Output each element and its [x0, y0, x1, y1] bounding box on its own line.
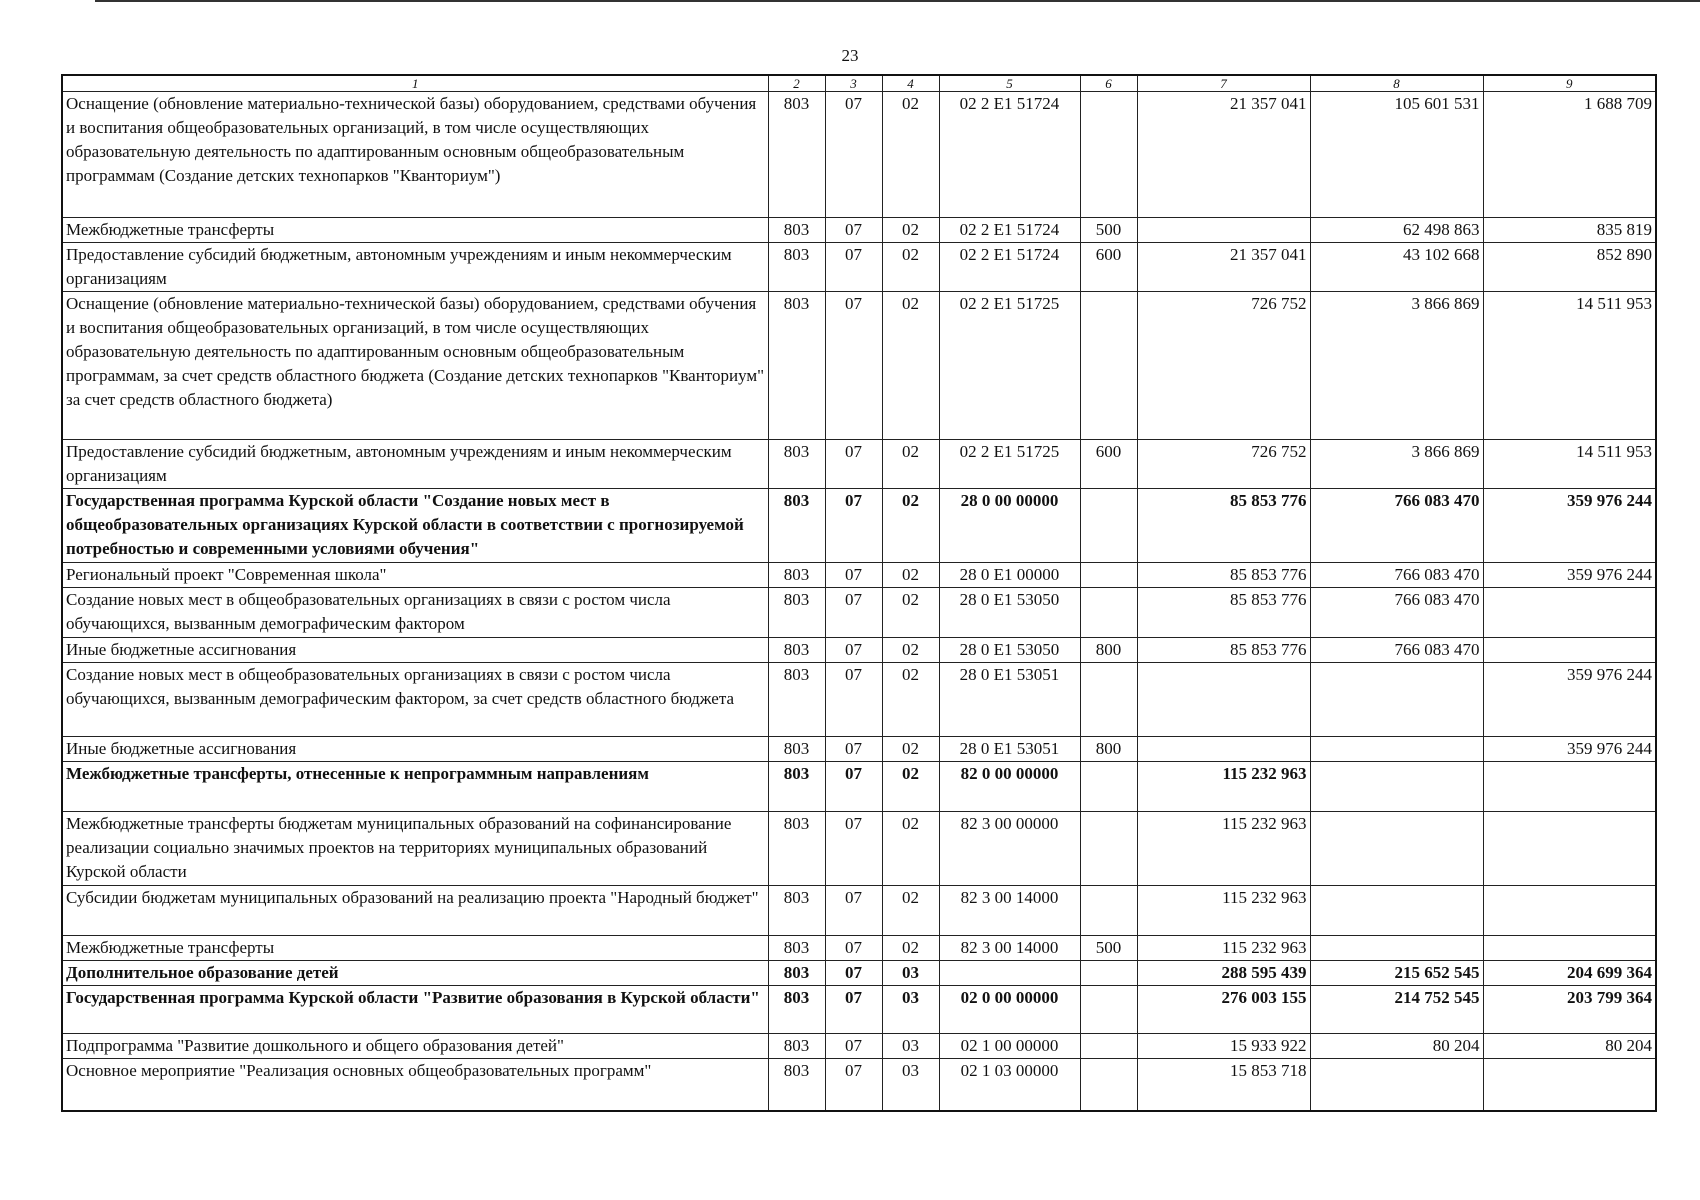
admin-code-cell: 803 — [768, 961, 825, 986]
expense-type-cell — [1080, 812, 1137, 886]
amount-col7-cell — [1137, 218, 1310, 243]
section-cell: 07 — [825, 489, 882, 563]
subsection-cell: 02 — [882, 762, 939, 812]
amount-col7-cell: 115 232 963 — [1137, 886, 1310, 936]
expense-type-cell: 600 — [1080, 440, 1137, 489]
table-row — [62, 986, 1656, 1034]
row-name-cell: Межбюджетные трансферты бюджетам муниципальных образований на софинансирование реализации социально значимых проектов на территориях муниципальных образований Курской области — [62, 812, 768, 886]
target-article-cell: 28 0 00 00000 — [939, 489, 1080, 563]
admin-code-cell: 803 — [768, 563, 825, 588]
admin-code-cell: 803 — [768, 243, 825, 292]
amount-col8-cell: 215 652 545 — [1310, 961, 1483, 986]
amount-col9-cell — [1483, 812, 1656, 886]
amount-col9-cell: 359 976 244 — [1483, 489, 1656, 563]
subsection-cell: 03 — [882, 986, 939, 1034]
amount-col7-cell: 85 853 776 — [1137, 563, 1310, 588]
row-name-cell: Подпрограмма "Развитие дошкольного и общего образования детей" — [62, 1034, 768, 1059]
column-number-row — [62, 75, 1656, 92]
subsection-cell: 02 — [882, 243, 939, 292]
row-name-cell: Предоставление субсидий бюджетным, автономным учреждениям и иным некоммерческим организациям — [62, 243, 768, 292]
amount-col9-cell — [1483, 588, 1656, 638]
amount-col7-cell: 85 853 776 — [1137, 588, 1310, 638]
row-name-cell: Межбюджетные трансферты — [62, 218, 768, 243]
amount-col7-cell: 15 853 718 — [1137, 1059, 1310, 1111]
expense-type-cell — [1080, 292, 1137, 440]
admin-code-cell: 803 — [768, 886, 825, 936]
row-name-cell: Создание новых мест в общеобразовательных организациях в связи с ростом числа обучающихся, вызванным демографическим фактором — [62, 588, 768, 638]
expense-type-cell — [1080, 1034, 1137, 1059]
expense-type-cell: 500 — [1080, 218, 1137, 243]
amount-col7-cell: 21 357 041 — [1137, 243, 1310, 292]
subsection-cell: 02 — [882, 563, 939, 588]
section-cell: 07 — [825, 737, 882, 762]
target-article-cell: 82 3 00 00000 — [939, 812, 1080, 886]
amount-col9-cell: 204 699 364 — [1483, 961, 1656, 986]
target-article-cell: 02 2 E1 51724 — [939, 92, 1080, 218]
row-name-cell: Государственная программа Курской области "Развитие образования в Курской области" — [62, 986, 768, 1034]
amount-col9-cell — [1483, 762, 1656, 812]
expense-type-cell — [1080, 762, 1137, 812]
target-article-cell: 28 0 E1 53050 — [939, 638, 1080, 663]
row-name-cell: Иные бюджетные ассигнования — [62, 737, 768, 762]
table-row — [62, 440, 1656, 489]
amount-col8-cell: 766 083 470 — [1310, 489, 1483, 563]
amount-col8-cell: 214 752 545 — [1310, 986, 1483, 1034]
amount-col9-cell: 80 204 — [1483, 1034, 1656, 1059]
amount-col7-cell: 115 232 963 — [1137, 936, 1310, 961]
table-row — [62, 638, 1656, 663]
admin-code-cell: 803 — [768, 737, 825, 762]
amount-col8-cell: 80 204 — [1310, 1034, 1483, 1059]
admin-code-cell: 803 — [768, 986, 825, 1034]
expense-type-cell: 600 — [1080, 243, 1137, 292]
section-cell: 07 — [825, 638, 882, 663]
target-article-cell: 28 0 E1 00000 — [939, 563, 1080, 588]
expense-type-cell — [1080, 588, 1137, 638]
amount-col8-cell — [1310, 812, 1483, 886]
amount-col9-cell: 835 819 — [1483, 218, 1656, 243]
amount-col9-cell — [1483, 638, 1656, 663]
target-article-cell: 28 0 E1 53051 — [939, 737, 1080, 762]
expense-type-cell — [1080, 663, 1137, 737]
amount-col9-cell: 1 688 709 — [1483, 92, 1656, 218]
subsection-cell: 02 — [882, 92, 939, 218]
row-name-cell: Межбюджетные трансферты — [62, 936, 768, 961]
section-cell: 07 — [825, 936, 882, 961]
section-cell: 07 — [825, 243, 882, 292]
section-cell: 07 — [825, 663, 882, 737]
target-article-cell: 02 2 E1 51724 — [939, 218, 1080, 243]
amount-col9-cell — [1483, 936, 1656, 961]
amount-col8-cell: 766 083 470 — [1310, 588, 1483, 638]
amount-col7-cell — [1137, 737, 1310, 762]
column-header: 9 — [1483, 75, 1656, 92]
row-name-cell: Субсидии бюджетам муниципальных образований на реализацию проекта "Народный бюджет" — [62, 886, 768, 936]
expense-type-cell — [1080, 92, 1137, 218]
section-cell: 07 — [825, 218, 882, 243]
subsection-cell: 02 — [882, 812, 939, 886]
target-article-cell: 82 3 00 14000 — [939, 936, 1080, 961]
amount-col7-cell: 726 752 — [1137, 292, 1310, 440]
amount-col7-cell — [1137, 663, 1310, 737]
admin-code-cell: 803 — [768, 638, 825, 663]
section-cell: 07 — [825, 588, 882, 638]
table-row — [62, 886, 1656, 936]
admin-code-cell: 803 — [768, 92, 825, 218]
row-name-cell: Иные бюджетные ассигнования — [62, 638, 768, 663]
column-header: 8 — [1310, 75, 1483, 92]
subsection-cell: 02 — [882, 489, 939, 563]
subsection-cell: 03 — [882, 1059, 939, 1111]
column-header: 4 — [882, 75, 939, 92]
table-row — [62, 1059, 1656, 1111]
subsection-cell: 02 — [882, 936, 939, 961]
section-cell: 07 — [825, 986, 882, 1034]
amount-col8-cell: 105 601 531 — [1310, 92, 1483, 218]
column-header: 6 — [1080, 75, 1137, 92]
amount-col8-cell: 43 102 668 — [1310, 243, 1483, 292]
amount-col8-cell: 62 498 863 — [1310, 218, 1483, 243]
table-row — [62, 218, 1656, 243]
amount-col9-cell — [1483, 886, 1656, 936]
amount-col9-cell: 14 511 953 — [1483, 292, 1656, 440]
page-number: 23 — [841, 46, 859, 65]
amount-col9-cell: 359 976 244 — [1483, 563, 1656, 588]
row-name-cell: Межбюджетные трансферты, отнесенные к непрограммным направлениям — [62, 762, 768, 812]
amount-col7-cell: 85 853 776 — [1137, 638, 1310, 663]
table-row — [62, 1034, 1656, 1059]
row-name-cell: Предоставление субсидий бюджетным, автономным учреждениям и иным некоммерческим организациям — [62, 440, 768, 489]
row-name-cell: Региональный проект "Современная школа" — [62, 563, 768, 588]
admin-code-cell: 803 — [768, 1034, 825, 1059]
amount-col7-cell: 276 003 155 — [1137, 986, 1310, 1034]
target-article-cell: 02 1 00 00000 — [939, 1034, 1080, 1059]
expense-type-cell — [1080, 961, 1137, 986]
table-row — [62, 489, 1656, 563]
column-header: 2 — [768, 75, 825, 92]
subsection-cell: 02 — [882, 588, 939, 638]
table-row — [62, 936, 1656, 961]
admin-code-cell: 803 — [768, 762, 825, 812]
target-article-cell: 82 3 00 14000 — [939, 886, 1080, 936]
admin-code-cell: 803 — [768, 489, 825, 563]
column-header: 1 — [62, 75, 768, 92]
section-cell: 07 — [825, 1034, 882, 1059]
top-border-line — [95, 0, 1700, 2]
target-article-cell: 02 2 E1 51725 — [939, 440, 1080, 489]
admin-code-cell: 803 — [768, 663, 825, 737]
amount-col7-cell: 115 232 963 — [1137, 762, 1310, 812]
table-row — [62, 243, 1656, 292]
row-name-cell: Дополнительное образование детей — [62, 961, 768, 986]
amount-col9-cell: 852 890 — [1483, 243, 1656, 292]
expense-type-cell: 800 — [1080, 638, 1137, 663]
subsection-cell: 03 — [882, 1034, 939, 1059]
amount-col8-cell — [1310, 663, 1483, 737]
section-cell: 07 — [825, 292, 882, 440]
target-article-cell — [939, 961, 1080, 986]
section-cell: 07 — [825, 563, 882, 588]
amount-col8-cell — [1310, 737, 1483, 762]
amount-col7-cell: 85 853 776 — [1137, 489, 1310, 563]
table-row — [62, 961, 1656, 986]
amount-col9-cell: 203 799 364 — [1483, 986, 1656, 1034]
amount-col8-cell — [1310, 1059, 1483, 1111]
target-article-cell: 82 0 00 00000 — [939, 762, 1080, 812]
amount-col9-cell: 359 976 244 — [1483, 737, 1656, 762]
subsection-cell: 02 — [882, 886, 939, 936]
target-article-cell: 28 0 E1 53051 — [939, 663, 1080, 737]
subsection-cell: 02 — [882, 292, 939, 440]
amount-col9-cell: 14 511 953 — [1483, 440, 1656, 489]
section-cell: 07 — [825, 961, 882, 986]
expense-type-cell — [1080, 986, 1137, 1034]
amount-col8-cell — [1310, 886, 1483, 936]
admin-code-cell: 803 — [768, 440, 825, 489]
table-row — [62, 92, 1656, 218]
subsection-cell: 03 — [882, 961, 939, 986]
admin-code-cell: 803 — [768, 812, 825, 886]
subsection-cell: 02 — [882, 638, 939, 663]
expense-type-cell — [1080, 489, 1137, 563]
admin-code-cell: 803 — [768, 218, 825, 243]
table-row — [62, 812, 1656, 886]
row-name-cell: Государственная программа Курской области "Создание новых мест в общеобразовательных организациях Курской области в соответствии с прогнозируемой потребностью и современными условиями обучения" — [62, 489, 768, 563]
expense-type-cell — [1080, 563, 1137, 588]
row-name-cell: Оснащение (обновление материально-технической базы) оборудованием, средствами обучения и воспитания общеобразовательных организаций, в том числе осуществляющих образовательную деятельность по адаптированным основным общеобразовательным программам, за счет средств областного бюджета (Создание детских технопарков "Кванториум" за счет средств областного бюджета) — [62, 292, 768, 440]
expense-type-cell: 500 — [1080, 936, 1137, 961]
amount-col7-cell: 15 933 922 — [1137, 1034, 1310, 1059]
amount-col7-cell: 115 232 963 — [1137, 812, 1310, 886]
amount-col8-cell: 3 866 869 — [1310, 440, 1483, 489]
section-cell: 07 — [825, 812, 882, 886]
budget-table — [61, 74, 1657, 1112]
table-row — [62, 588, 1656, 638]
subsection-cell: 02 — [882, 737, 939, 762]
table-row — [62, 762, 1656, 812]
target-article-cell: 02 1 03 00000 — [939, 1059, 1080, 1111]
table-row — [62, 563, 1656, 588]
table-row — [62, 292, 1656, 440]
section-cell: 07 — [825, 92, 882, 218]
table-row — [62, 663, 1656, 737]
section-cell: 07 — [825, 440, 882, 489]
admin-code-cell: 803 — [768, 588, 825, 638]
subsection-cell: 02 — [882, 440, 939, 489]
table-row — [62, 737, 1656, 762]
expense-type-cell — [1080, 886, 1137, 936]
column-header: 3 — [825, 75, 882, 92]
admin-code-cell: 803 — [768, 936, 825, 961]
target-article-cell: 02 0 00 00000 — [939, 986, 1080, 1034]
subsection-cell: 02 — [882, 663, 939, 737]
section-cell: 07 — [825, 886, 882, 936]
column-header: 5 — [939, 75, 1080, 92]
column-header: 7 — [1137, 75, 1310, 92]
subsection-cell: 02 — [882, 218, 939, 243]
admin-code-cell: 803 — [768, 292, 825, 440]
target-article-cell: 02 2 E1 51725 — [939, 292, 1080, 440]
row-name-cell: Основное мероприятие "Реализация основных общеобразовательных программ" — [62, 1059, 768, 1111]
target-article-cell: 02 2 E1 51724 — [939, 243, 1080, 292]
amount-col7-cell: 726 752 — [1137, 440, 1310, 489]
expense-type-cell: 800 — [1080, 737, 1137, 762]
row-name-cell: Оснащение (обновление материально-технической базы) оборудованием, средствами обучения и воспитания общеобразовательных организаций, в том числе осуществляющих образовательную деятельность по адаптированным основным общеобразовательным программам (Создание детских технопарков "Кванториум") — [62, 92, 768, 218]
amount-col9-cell — [1483, 1059, 1656, 1111]
row-name-cell: Создание новых мест в общеобразовательных организациях в связи с ростом числа обучающихся, вызванным демографическим фактором, за счет средств областного бюджета — [62, 663, 768, 737]
amount-col8-cell: 766 083 470 — [1310, 563, 1483, 588]
admin-code-cell: 803 — [768, 1059, 825, 1111]
section-cell: 07 — [825, 1059, 882, 1111]
expense-type-cell — [1080, 1059, 1137, 1111]
amount-col8-cell — [1310, 936, 1483, 961]
amount-col9-cell: 359 976 244 — [1483, 663, 1656, 737]
section-cell: 07 — [825, 762, 882, 812]
amount-col7-cell: 21 357 041 — [1137, 92, 1310, 218]
target-article-cell: 28 0 E1 53050 — [939, 588, 1080, 638]
amount-col7-cell: 288 595 439 — [1137, 961, 1310, 986]
amount-col8-cell: 766 083 470 — [1310, 638, 1483, 663]
amount-col8-cell — [1310, 762, 1483, 812]
amount-col8-cell: 3 866 869 — [1310, 292, 1483, 440]
